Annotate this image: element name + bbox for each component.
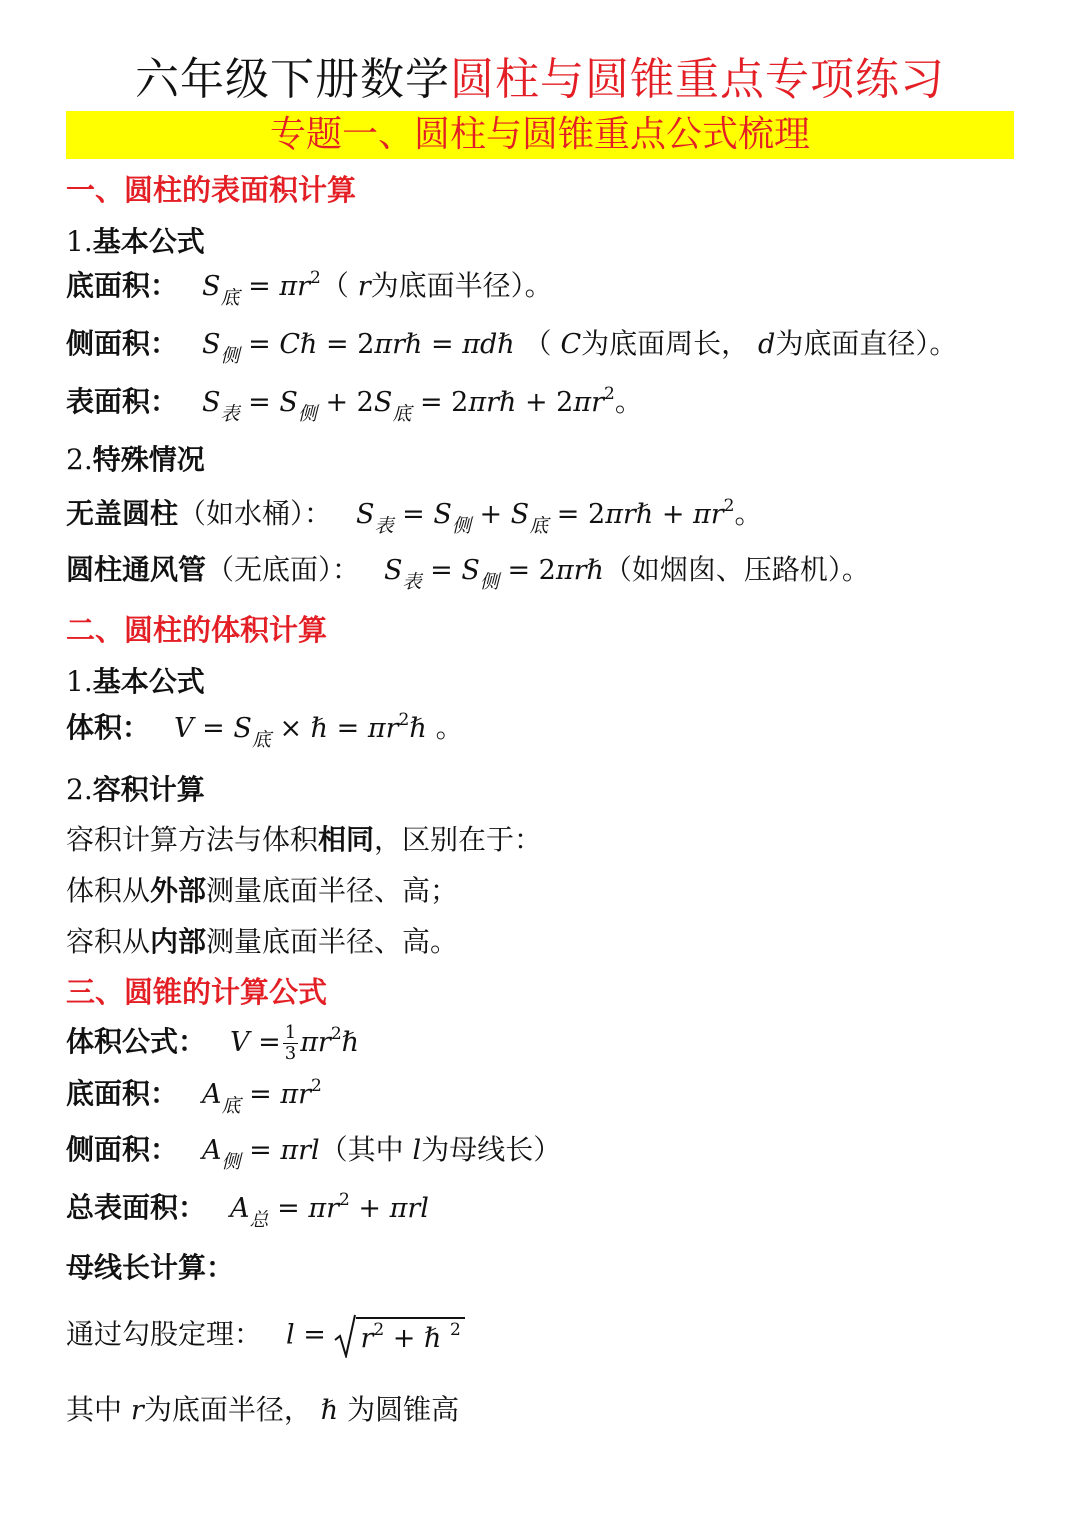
final-note: 其中 r为底面半径， ℏ 为圆锥高	[66, 1393, 460, 1426]
formula-cone-volume: 体积公式： V = $\frac{1}{3}$ $\pi r^2\hbar$	[66, 1022, 360, 1064]
note-no-base: （无底面）：	[206, 553, 361, 586]
formula-cone-total-area: 总表面积： $A_总 = \pi r^2 + \pi rl$	[66, 1190, 429, 1231]
label-open-cylinder: 无盖圆柱	[66, 497, 179, 530]
formula-cylinder-side-area: 侧面积： $S_侧$ = Cℏ = 2πrℏ = πdℏ （ C为底面周长， d为底面直径）。	[66, 327, 958, 367]
label-side-area: 侧面积：	[66, 327, 179, 360]
formula-cylinder-base-area: 底面积： $S_底 = \pi r^2$（ r为底面半径）。	[66, 268, 553, 309]
formula-cylinder-duct: 圆柱通风管（无底面）： $S_表 = S_侧$ = 2πrℏ（如烟囱、压路机）。	[66, 553, 870, 593]
formula-cone-base-area: 底面积： $A_底 = \pi r^2$	[66, 1076, 322, 1117]
formula-pythagorean: 通过勾股定理： $l = r^2$ + ℏ $^2$	[66, 1314, 465, 1358]
label-cone-total-area: 总表面积：	[66, 1191, 207, 1224]
formula-cone-side-area: 侧面积： $A_侧 = \pi rl$（其中 l为母线长）	[66, 1133, 562, 1173]
title-red: 圆柱与圆锥重点专项练习	[450, 54, 945, 105]
subheading-slant-height: 母线长计算：	[66, 1251, 235, 1284]
note-bucket: （如水桶）：	[178, 497, 333, 530]
subheading-basic-formula: 1.基本公式	[66, 225, 205, 258]
topic-banner: 专题一、圆柱与圆锥重点公式梳理	[66, 111, 1014, 159]
label-cone-volume: 体积公式：	[66, 1025, 207, 1058]
label-pythagorean: 通过勾股定理：	[66, 1317, 263, 1351]
label-cone-base-area: 底面积：	[66, 1077, 179, 1110]
note-diameter: 为底面直径	[775, 327, 916, 360]
sqrt-symbol: $r^2$ + ℏ $^2$	[334, 1314, 464, 1358]
subheading-capacity: 2.容积计算	[66, 773, 205, 806]
label-surface-area: 表面积：	[66, 385, 179, 418]
section-heading-cone: 三、圆锥的计算公式	[66, 975, 328, 1009]
label-duct: 圆柱通风管	[66, 553, 207, 586]
formula-cylinder-volume: 体积： $V = S_底$ × ℏ = $\pi r^2\hbar$ 。	[66, 710, 464, 751]
note-circumference: 为底面周长，	[581, 327, 750, 360]
formula-cylinder-surface-area: 表面积： $S_表 = S_侧 + 2S_底$ = 2πrℏ + $2\pi r^2$。	[66, 384, 643, 425]
label-cone-side-area: 侧面积：	[66, 1133, 179, 1166]
capacity-line-2: 体积从外部测量底面半径、高；	[66, 874, 459, 907]
note-chimney-example: （如烟囱、压路机）。	[603, 553, 870, 586]
section-heading-cylinder-surface: 一、圆柱的表面积计算	[66, 173, 357, 207]
note-base-radius: 为底面半径	[370, 269, 511, 302]
label-volume: 体积：	[66, 711, 151, 744]
page-title	[0, 50, 1080, 110]
formula-open-cylinder: 无盖圆柱（如水桶）： $S_表 = S_侧 + S_底$ = 2πrℏ + $\pi r^2$。	[66, 496, 763, 537]
capacity-line-1: 容积计算方法与体积相同，区别在于：	[66, 823, 543, 856]
subheading-special-cases: 2.特殊情况	[66, 443, 205, 476]
section-heading-cylinder-volume: 二、圆柱的体积计算	[66, 613, 328, 647]
label-base-area: 底面积：	[66, 269, 179, 302]
capacity-line-3: 容积从内部测量底面半径、高。	[66, 925, 459, 958]
subheading-basic-formula-2: 1.基本公式	[66, 665, 205, 698]
title-black: 六年级下册数学	[135, 54, 450, 105]
